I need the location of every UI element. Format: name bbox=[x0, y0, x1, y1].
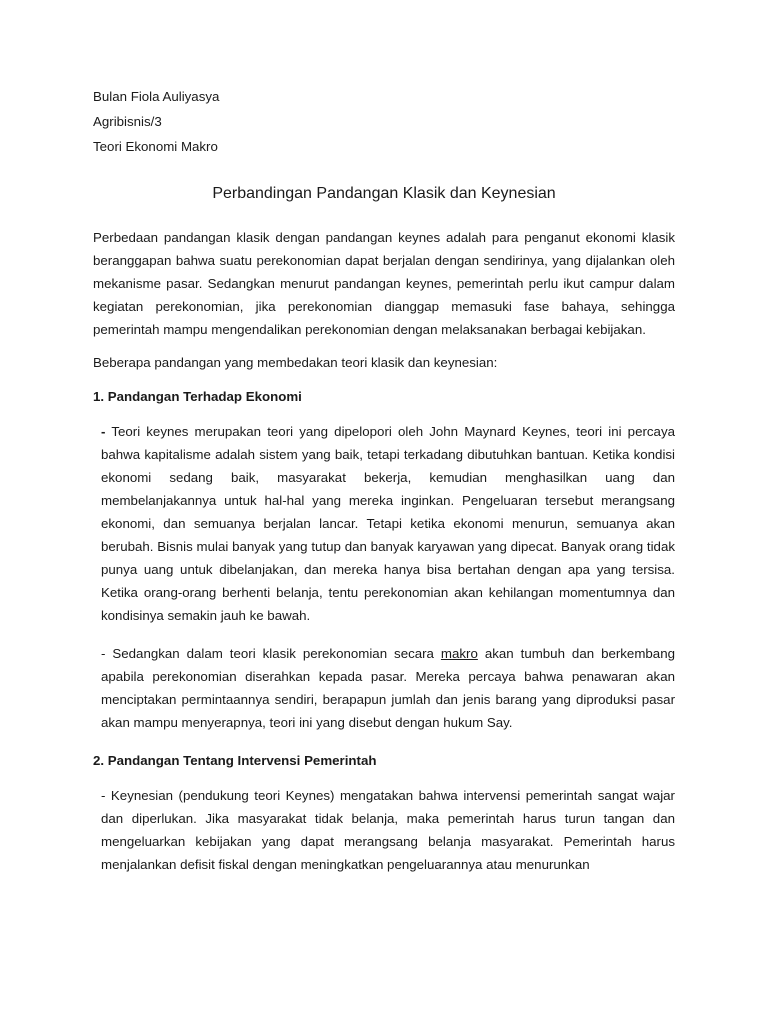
section-1-paragraph-2-end: akan tumbuh dan berkembang apabila perekonomian diserahkan kepada pasar. Mereka percaya bahwa penawaran akan menciptakan permintaannya sendiri, berapapun jumlah dan jenis barang yang diproduksi pasar akan mampu menyerapnya, teori ini yang disebut dengan hukum Say. bbox=[101, 646, 675, 730]
intro-paragraph: Perbedaan pandangan klasik dengan pandangan keynes adalah para penganut ekonomi klasik beranggapan bahwa suatu perekonomian dapat berjalan dengan sendirinya, yang dijalankan oleh mekanisme pasar. Sedangkan menurut pandangan keynes, pemerintah perlu ikut campur dalam kegiatan perekonomian, jika perekonomian dianggap memasuki fase bahaya, sehingga pemerintah mampu mengendalikan perekonomian dengan melaksanakan berbagai kebijakan. bbox=[93, 230, 675, 337]
section-1-paragraph-1 bbox=[93, 420, 675, 627]
student-class: Agribisnis/3 bbox=[93, 114, 162, 129]
section-2-heading: 2. Pandangan Tentang Intervensi Pemerintah bbox=[93, 753, 377, 768]
bullet-dash: - bbox=[101, 424, 106, 439]
section-1-paragraph-2 bbox=[93, 642, 675, 734]
section-1-paragraph-2-start: - Sedangkan dalam teori klasik perekonomian secara bbox=[101, 646, 441, 661]
makro-link[interactable]: makro bbox=[440, 646, 478, 661]
author-name: Bulan Fiola Auliyasya bbox=[93, 89, 220, 104]
section-1-paragraph-1-text: Teori keynes merupakan teori yang dipelopori oleh John Maynard Keynes, teori ini percaya bahwa kapitalisme adalah sistem yang baik, tetapi terkadang dibutuhkan bantuan. Ketika kondisi ekonomi sedang baik, masyarakat bekerja, kemudian menghasilkan uang dan membelanjakannya untuk hal-hal yang mereka inginkan. Pengeluaran tersebut merangsang ekonomi, dan semuanya berjalan lancar. Tetapi ketika ekonomi menurun, semuanya akan berubah. Bisnis mulai banyak yang tutup dan banyak karyawan yang dipecat. Banyak orang tidak punya uang untuk dibelanjakan, dan mereka hanya bisa bertahan dengan apa yang tersisa. Ketika orang-orang berhenti belanja, tentu perekonomian akan kehilangan momentumnya dan kondisinya semakin jauh ke bawah. bbox=[101, 424, 675, 623]
document-title: Perbandingan Pandangan Klasik dan Keynesian bbox=[212, 185, 556, 202]
section-2-paragraph-1: - Keynesian (pendukung teori Keynes) mengatakan bahwa intervensi pemerintah sangat wajar dan diperlukan. Jika masyarakat tidak belanja, maka pemerintah harus turun tangan dan mengeluarkan kebijakan yang dapat merangsang belanja masyarakat. Pemerintah harus menjalankan defisit fiskal dengan meningkatkan pengeluarannya atau menurunkan bbox=[101, 788, 675, 872]
section-1-heading: 1. Pandangan Terhadap Ekonomi bbox=[93, 389, 302, 404]
document-page bbox=[93, 84, 675, 876]
course-name: Teori Ekonomi Makro bbox=[93, 139, 218, 154]
lead-paragraph: Beberapa pandangan yang membedakan teori klasik dan keynesian: bbox=[93, 355, 498, 370]
